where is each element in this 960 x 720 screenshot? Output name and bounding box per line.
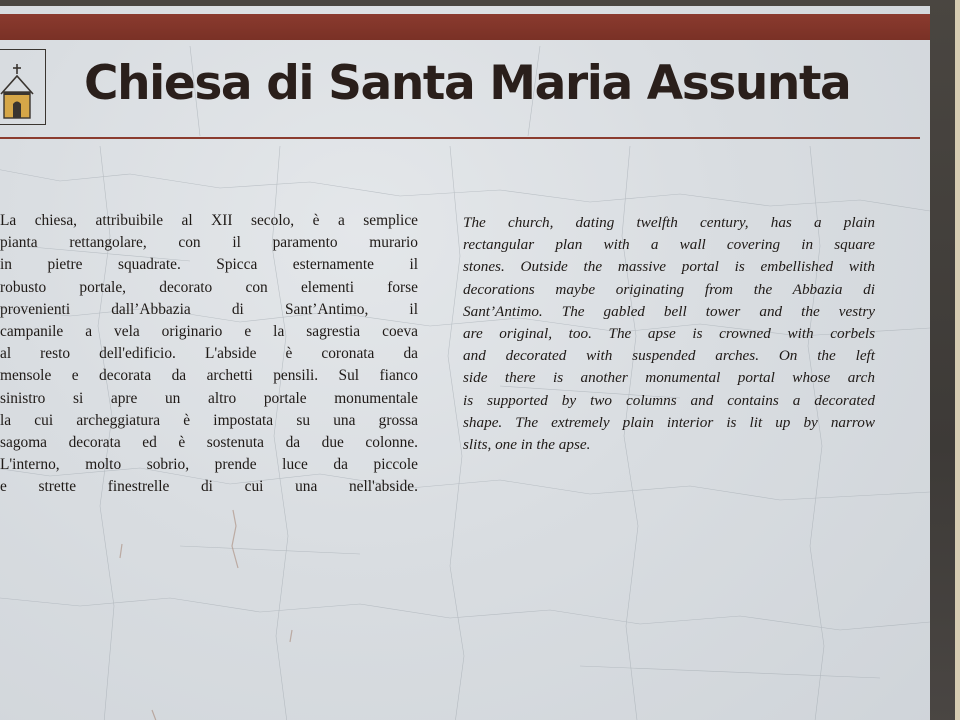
english-text-line: are original, too. The apse is crowned with corbels: [463, 325, 875, 343]
italian-text-line: sagoma decorata ed è sostenuta da due colonne.: [0, 434, 418, 452]
italian-text-line: mensole e decorata da archetti pensili. Sul fianco: [0, 367, 418, 385]
logo-box: [0, 49, 46, 125]
english-text-line: rectangular plan with a wall covering in square: [463, 236, 875, 254]
english-text-column: [463, 212, 875, 456]
english-text-line: is supported by two columns and contains a decorated: [463, 391, 875, 409]
italian-text-line: in pietre squadrate. Spicca esternamente il: [0, 256, 418, 274]
italian-text-line: provenienti dall’Abbazia di Sant’Antimo, il: [0, 300, 418, 318]
english-text-line: The church, dating twelfth century, has a plain: [463, 214, 875, 231]
italian-text-line: e strette finestrelle di cui una nell'abside.: [0, 478, 418, 496]
english-text-line: side there is another monumental portal whose arch: [463, 369, 875, 387]
english-text-line: and decorated with suspended arches. On the left: [463, 347, 875, 365]
italian-text-line: robusto portale, decorato con elementi forse: [0, 278, 418, 296]
title-divider: [0, 137, 920, 139]
italian-text-line: La chiesa, attribuibile al XII secolo, è a semplice: [0, 212, 418, 229]
english-text-line: Sant’Antimo. The gabled bell tower and the vestry: [463, 302, 875, 320]
sign-panel: [0, 6, 930, 720]
english-text-line: shape. The extremely plain interior is lit up by narrow: [463, 413, 875, 431]
italian-text-line: L'interno, molto sobrio, prende luce da piccole: [0, 456, 418, 474]
italian-text-line: pianta rettangolare, con il paramento murario: [0, 234, 418, 252]
italian-text-line: sinistro si apre un altro portale monumentale: [0, 389, 418, 407]
english-text-line: slits, one in the apse.: [463, 436, 591, 454]
english-text-line: decorations maybe originating from the Abbazia di: [463, 280, 875, 298]
italian-text-line: campanile a vela originario e la sagrestia coeva: [0, 323, 418, 341]
sign-title: Chiesa di Santa Maria Assunta: [84, 56, 851, 111]
italian-text-line: la cui archeggiatura è impostata su una grossa: [0, 411, 418, 429]
italian-text-column: [0, 210, 418, 499]
english-text-line: stones. Outside the massive portal is embellished with: [463, 258, 875, 276]
church-icon: [0, 50, 45, 124]
sign-header-band: [0, 14, 930, 40]
italian-text-line: al resto dell'edificio. L'abside è coronata da: [0, 345, 418, 363]
